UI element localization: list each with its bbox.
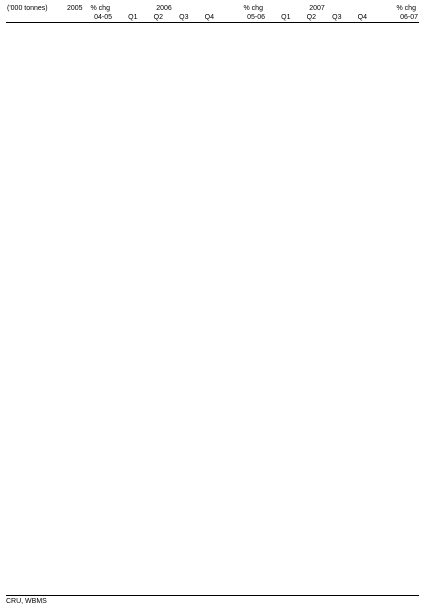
data-table xyxy=(6,4,419,563)
table-header-years xyxy=(6,4,419,13)
year-2005: 2005 xyxy=(66,5,83,12)
table-body-placeholder xyxy=(6,23,419,563)
quarter-2007-q1: Q1 xyxy=(266,13,292,23)
quarter-2006-q4: Q4 xyxy=(190,13,216,23)
pct-period-0607: 06-07 xyxy=(394,13,420,23)
quarter-2007-q2: Q2 xyxy=(292,13,318,23)
pct-period-0506: 05-06 xyxy=(241,13,267,23)
quarter-2006-q3: Q3 xyxy=(164,13,190,23)
year-2006: 2006 xyxy=(156,5,172,12)
table-body xyxy=(6,23,419,563)
table-header-periods xyxy=(6,13,419,23)
source-line xyxy=(6,595,419,606)
quarter-2006-q1: Q1 xyxy=(113,13,139,23)
pct-period-0405: 04-05 xyxy=(88,13,114,23)
source-text: CRU, WBMS xyxy=(6,598,47,605)
pct-chg-label-0607: % chg xyxy=(396,5,416,12)
unit-label: ('000 tonnes) xyxy=(7,5,48,12)
pct-chg-label-0506: % chg xyxy=(243,5,263,12)
quarter-2007-q3: Q3 xyxy=(317,13,343,23)
quarter-2006-q2: Q2 xyxy=(139,13,165,23)
quarter-2007-q4: Q4 xyxy=(343,13,369,23)
pct-chg-label-0405: % chg xyxy=(90,5,110,12)
year-2007: 2007 xyxy=(309,5,325,12)
